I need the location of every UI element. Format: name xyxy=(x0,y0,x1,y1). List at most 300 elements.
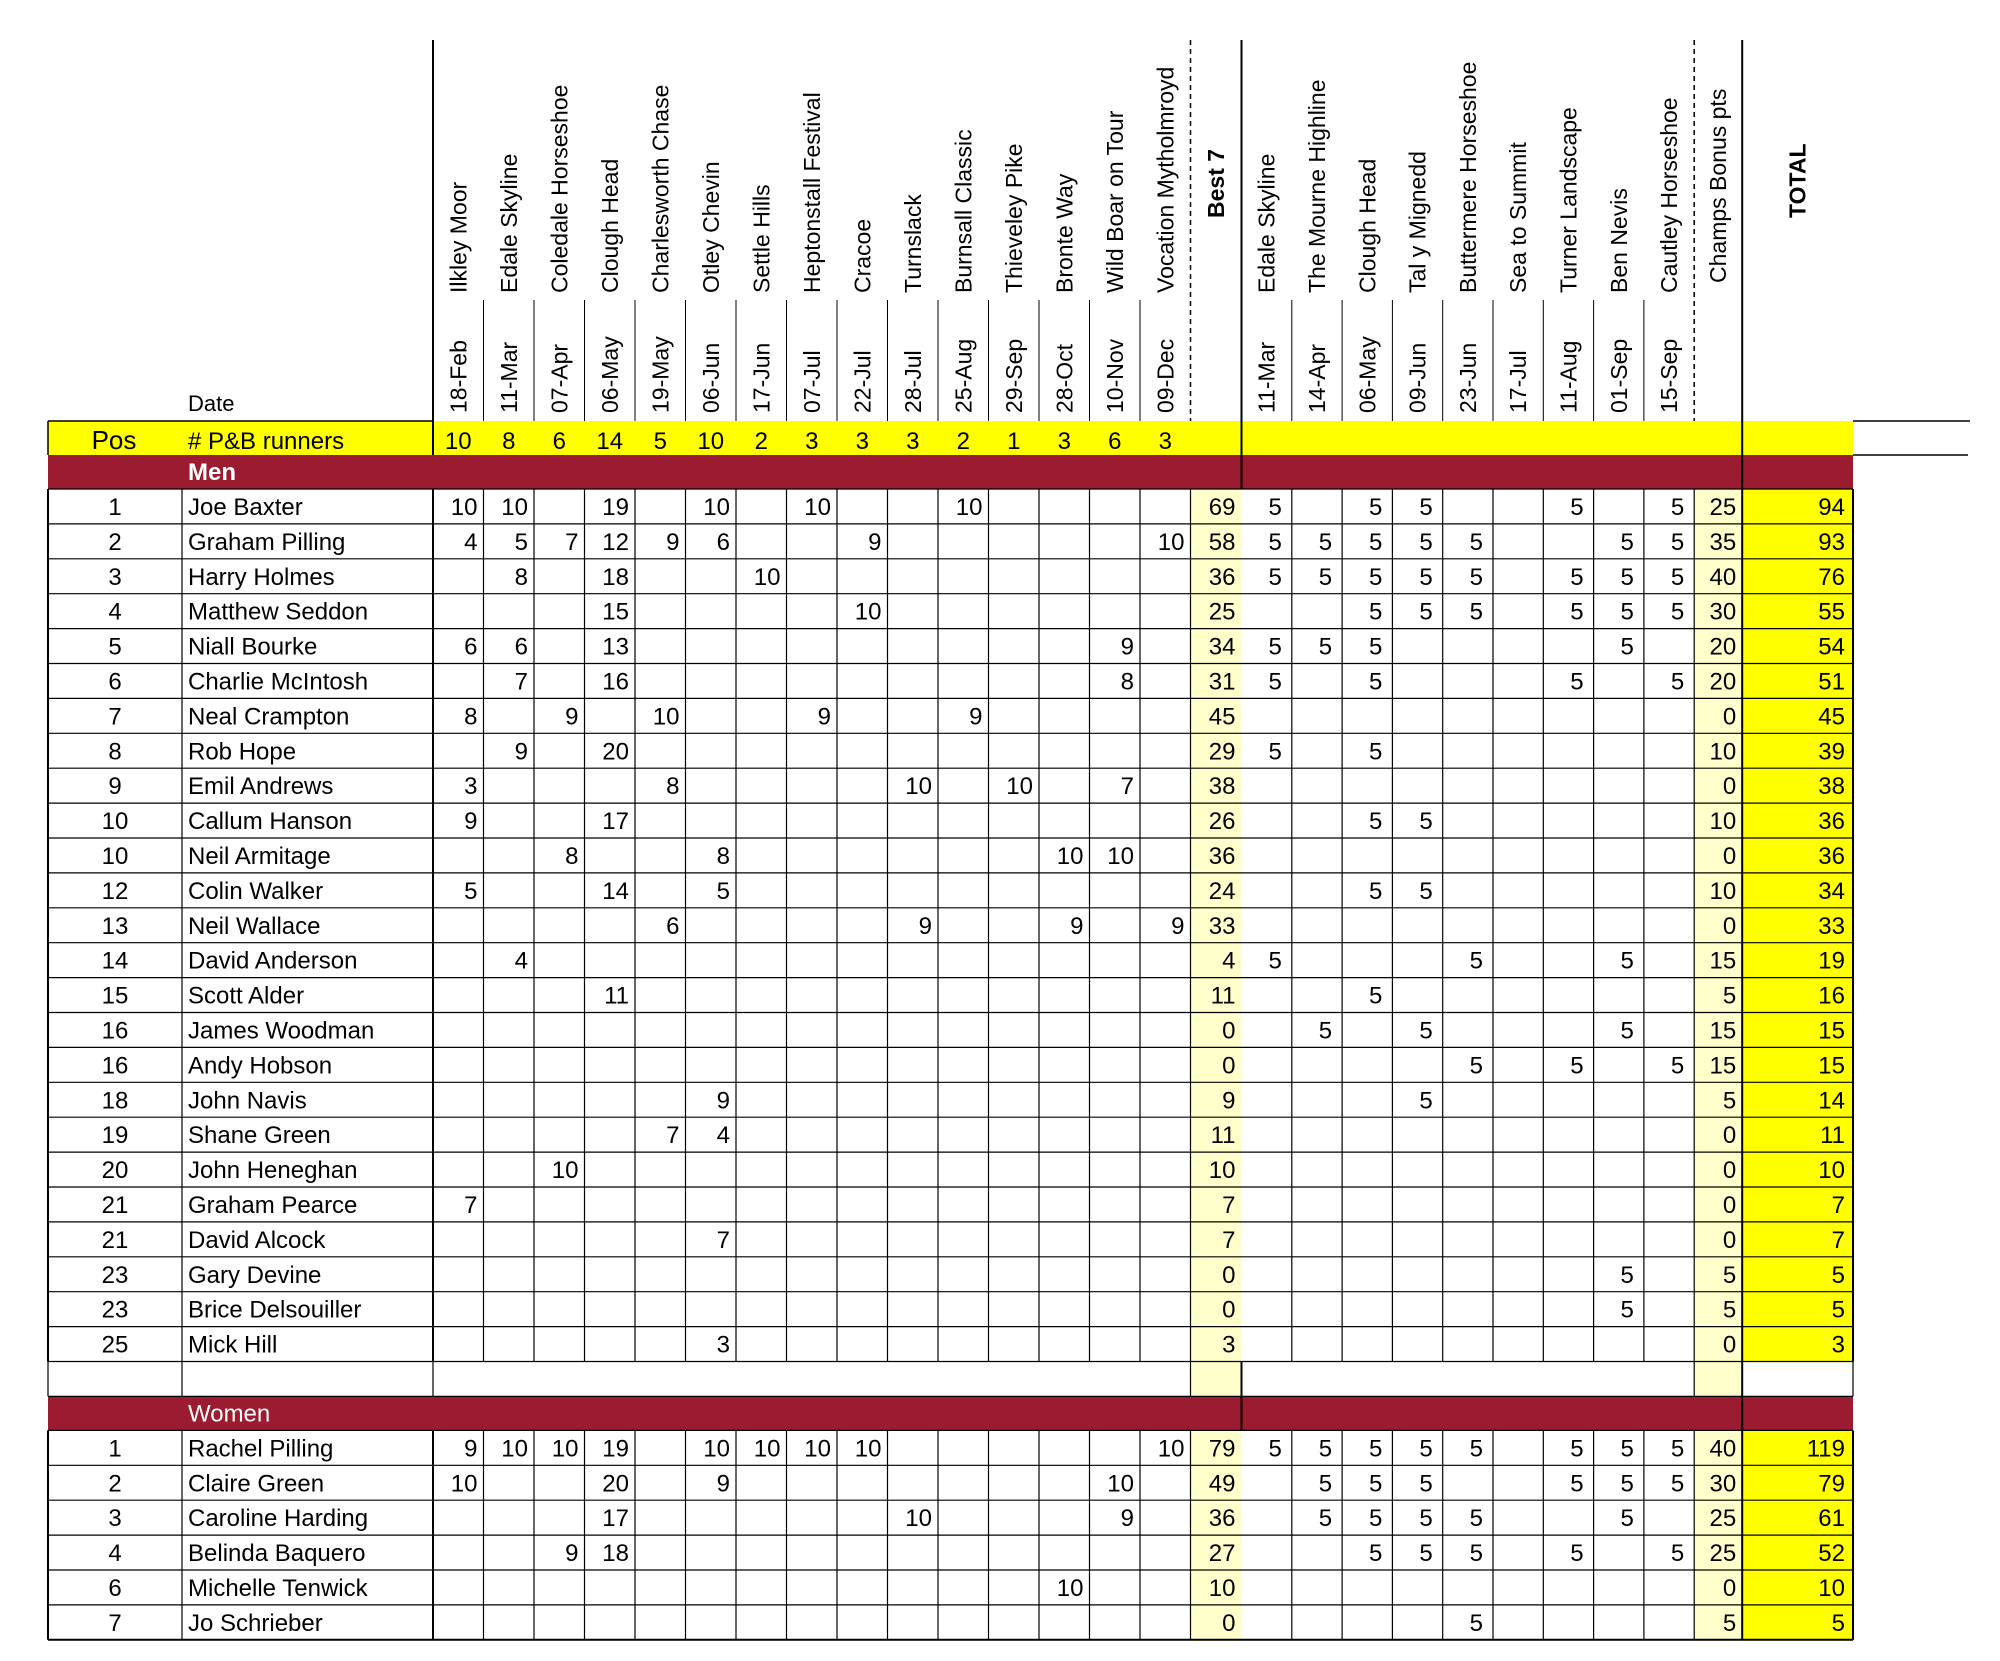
row-position: 21 xyxy=(101,1226,129,1254)
runner-name: David Alcock xyxy=(188,1226,326,1254)
champs-score: 5 xyxy=(1469,598,1483,626)
runner-name: Mick Hill xyxy=(188,1331,278,1359)
total-score: 52 xyxy=(1818,1540,1845,1568)
champs-score: 5 xyxy=(1268,633,1282,661)
best7-score: 7 xyxy=(1222,1226,1236,1254)
race-runner-count: 8 xyxy=(502,428,516,455)
race-score: 10 xyxy=(905,1505,932,1533)
total-score: 51 xyxy=(1818,668,1845,696)
bonus-score: 0 xyxy=(1722,1226,1737,1254)
race-date: 25-Aug xyxy=(950,338,977,413)
runner-name: Andy Hobson xyxy=(188,1052,333,1080)
race-score: 10 xyxy=(854,1435,882,1463)
race-score: 10 xyxy=(501,1435,528,1463)
race-date: 09-Dec xyxy=(1152,338,1179,413)
row-position: 1 xyxy=(108,494,122,521)
bonus-score: 15 xyxy=(1709,1052,1737,1080)
race-score: 9 xyxy=(565,1540,579,1568)
champs-score: 5 xyxy=(1369,1435,1383,1463)
race-score: 8 xyxy=(1120,668,1134,696)
race-score: 10 xyxy=(703,1435,730,1463)
champs-score: 5 xyxy=(1469,947,1483,975)
runner-name: Charlie McIntosh xyxy=(188,668,369,696)
champs-score: 5 xyxy=(1620,1505,1634,1533)
champs-score: 5 xyxy=(1670,1540,1685,1568)
row-position: 14 xyxy=(101,947,129,975)
runner-name: Colin Walker xyxy=(188,877,324,905)
race-score: 5 xyxy=(464,877,478,905)
race-date: 28-Oct xyxy=(1051,343,1078,413)
date-label: Date xyxy=(188,391,235,416)
total-header: TOTAL xyxy=(1784,143,1811,218)
champs-score: 5 xyxy=(1369,1505,1383,1533)
bonus-score: 40 xyxy=(1709,563,1737,591)
row-position: 5 xyxy=(108,633,122,661)
champs-score: 5 xyxy=(1369,598,1383,626)
race-name: Clough Head xyxy=(596,158,623,293)
champs-score: 5 xyxy=(1318,1017,1333,1045)
bonus-score: 5 xyxy=(1722,1261,1737,1289)
champs-score: 5 xyxy=(1369,1470,1383,1498)
race-score: 9 xyxy=(868,528,882,556)
race-score: 19 xyxy=(602,1435,629,1463)
total-score: 11 xyxy=(1820,1122,1845,1150)
bonus-score: 35 xyxy=(1709,528,1737,556)
race-score: 11 xyxy=(604,982,629,1010)
runner-name: Neil Armitage xyxy=(188,843,331,870)
champs-score: 5 xyxy=(1268,528,1282,556)
total-score: 34 xyxy=(1818,877,1845,905)
race-score: 4 xyxy=(716,1122,730,1150)
row-position: 3 xyxy=(108,563,122,591)
best7-score: 34 xyxy=(1208,633,1236,661)
champs-score: 5 xyxy=(1469,528,1483,556)
row-position: 15 xyxy=(101,982,129,1010)
bonus-score: 40 xyxy=(1709,1435,1737,1463)
runner-name: Michelle Tenwick xyxy=(188,1575,368,1602)
runner-name: Rachel Pilling xyxy=(188,1435,334,1463)
champs-score: 5 xyxy=(1570,1540,1584,1568)
race-runner-count: 3 xyxy=(1057,428,1071,455)
row-position: 19 xyxy=(101,1122,129,1150)
race-score: 7 xyxy=(666,1122,680,1150)
runners-header: # P&B runners xyxy=(188,428,345,455)
race-date: 11-Mar xyxy=(495,341,522,413)
bonus-score: 10 xyxy=(1709,738,1737,766)
champs-score: 5 xyxy=(1419,1087,1433,1115)
bonus-score: 10 xyxy=(1709,808,1737,836)
runner-name: Shane Green xyxy=(188,1122,331,1150)
race-name: Settle Hills xyxy=(748,184,775,293)
champs-score: 5 xyxy=(1318,563,1333,591)
race-date: 17-Jun xyxy=(748,342,775,413)
runner-name: Joe Baxter xyxy=(188,494,303,521)
row-position: 23 xyxy=(101,1296,129,1324)
champs-score: 5 xyxy=(1419,1505,1433,1533)
champs-score: 5 xyxy=(1570,1052,1584,1080)
runner-name: Harry Holmes xyxy=(188,563,335,591)
champs-race-date: 11-Mar xyxy=(1253,341,1280,413)
total-score: 33 xyxy=(1818,912,1845,940)
section-title: Men xyxy=(188,459,236,486)
champs-score: 5 xyxy=(1570,494,1584,521)
race-date: 10-Nov xyxy=(1101,338,1128,413)
champs-score: 5 xyxy=(1369,528,1383,556)
runner-name: Caroline Harding xyxy=(188,1505,369,1533)
row-position: 2 xyxy=(108,1470,122,1498)
row-position: 18 xyxy=(101,1087,129,1115)
race-date: 06-Jun xyxy=(697,342,724,413)
race-score: 10 xyxy=(804,1435,831,1463)
champs-score: 5 xyxy=(1469,1435,1483,1463)
race-runner-count: 6 xyxy=(1108,428,1122,455)
race-score: 8 xyxy=(565,843,579,870)
total-score: 15 xyxy=(1818,1017,1845,1045)
race-score: 9 xyxy=(514,738,528,766)
best7-score: 36 xyxy=(1208,1505,1236,1533)
row-position: 21 xyxy=(101,1192,129,1219)
race-score: 9 xyxy=(464,808,478,836)
champs-score: 5 xyxy=(1570,598,1584,626)
runner-name: Brice Delsouiller xyxy=(188,1296,362,1324)
champs-score: 5 xyxy=(1268,494,1282,521)
row-position: 4 xyxy=(108,1540,122,1568)
champs-score: 5 xyxy=(1419,1435,1433,1463)
race-score: 5 xyxy=(716,877,730,905)
runner-name: Graham Pearce xyxy=(188,1192,358,1219)
bonus-score: 5 xyxy=(1722,1087,1737,1115)
runner-name: Niall Bourke xyxy=(188,633,318,661)
race-score: 10 xyxy=(1107,1470,1134,1498)
champs-score: 5 xyxy=(1670,668,1685,696)
total-score: 5 xyxy=(1831,1296,1845,1324)
race-name: Thieveley Pike xyxy=(1000,143,1027,293)
race-score: 18 xyxy=(602,1540,629,1568)
champs-score: 5 xyxy=(1268,668,1282,696)
best7-score: 79 xyxy=(1208,1435,1236,1463)
race-runner-count: 14 xyxy=(596,428,624,455)
race-score: 6 xyxy=(514,633,528,661)
runner-name: Callum Hanson xyxy=(188,808,353,836)
race-score: 6 xyxy=(666,912,680,940)
total-score: 39 xyxy=(1818,738,1845,766)
champs-score: 5 xyxy=(1369,982,1383,1010)
best7-score: 31 xyxy=(1208,668,1236,696)
bonus-header: Champs Bonus pts xyxy=(1705,88,1732,283)
total-score: 45 xyxy=(1818,703,1845,731)
champs-score: 5 xyxy=(1570,1435,1584,1463)
race-score: 7 xyxy=(565,528,579,556)
champs-race-name: Edale Skyline xyxy=(1253,153,1280,293)
bonus-score: 0 xyxy=(1722,703,1737,731)
champs-score: 5 xyxy=(1369,668,1383,696)
bonus-score: 5 xyxy=(1722,1609,1737,1637)
row-position: 20 xyxy=(101,1157,129,1185)
race-score: 9 xyxy=(565,703,579,731)
race-score: 16 xyxy=(602,668,629,696)
section-band-men xyxy=(48,455,1853,489)
race-runner-count: 2 xyxy=(956,428,970,455)
race-score: 17 xyxy=(602,808,629,836)
best7-score: 7 xyxy=(1222,1192,1236,1219)
race-score: 20 xyxy=(602,1470,629,1498)
race-name: Burnsall Classic xyxy=(950,129,977,293)
row-position: 6 xyxy=(108,668,122,696)
row-position: 16 xyxy=(101,1017,129,1045)
champs-score: 5 xyxy=(1268,563,1282,591)
race-date: 07-Jul xyxy=(798,350,825,413)
race-score: 9 xyxy=(666,528,680,556)
race-date: 29-Sep xyxy=(1000,338,1027,413)
champs-score: 5 xyxy=(1620,563,1634,591)
champs-score: 5 xyxy=(1620,528,1634,556)
total-score: 54 xyxy=(1818,633,1845,661)
race-score: 9 xyxy=(464,1435,478,1463)
race-score: 10 xyxy=(450,494,478,521)
race-score: 10 xyxy=(450,1470,478,1498)
champs-score: 5 xyxy=(1469,1505,1483,1533)
champs-score: 5 xyxy=(1670,1470,1685,1498)
champs-score: 5 xyxy=(1419,494,1433,521)
champs-score: 5 xyxy=(1469,1609,1483,1637)
race-score: 10 xyxy=(1107,843,1134,870)
race-score: 10 xyxy=(1006,773,1033,801)
total-score: 61 xyxy=(1818,1505,1845,1533)
champs-race-date: 01-Sep xyxy=(1605,338,1632,413)
section-band-women xyxy=(48,1396,1853,1430)
row-position: 1 xyxy=(108,1435,122,1463)
race-runner-count: 10 xyxy=(697,428,725,455)
champs-score: 5 xyxy=(1318,1505,1333,1533)
total-score: 16 xyxy=(1818,982,1845,1010)
champs-race-date: 09-Jun xyxy=(1404,342,1431,413)
race-score: 8 xyxy=(464,703,478,731)
best7-score: 36 xyxy=(1208,843,1236,870)
race-score: 8 xyxy=(666,773,680,801)
champs-score: 5 xyxy=(1369,738,1383,766)
champs-score: 5 xyxy=(1620,947,1634,975)
champs-score: 5 xyxy=(1268,947,1282,975)
bonus-score: 10 xyxy=(1709,877,1737,905)
total-score: 15 xyxy=(1818,1052,1845,1080)
champs-score: 5 xyxy=(1369,877,1383,905)
best7-score: 0 xyxy=(1222,1017,1236,1045)
race-runner-count: 3 xyxy=(1158,428,1172,455)
race-score: 3 xyxy=(716,1331,730,1359)
champs-score: 5 xyxy=(1318,528,1333,556)
race-runner-count: 3 xyxy=(855,428,869,455)
champs-score: 5 xyxy=(1670,563,1685,591)
race-date: 06-May xyxy=(596,336,623,413)
race-score: 10 xyxy=(854,598,882,626)
champs-score: 5 xyxy=(1318,1435,1333,1463)
runner-name: Claire Green xyxy=(188,1470,325,1498)
champs-race-name: Sea to Summit xyxy=(1505,142,1532,293)
champs-score: 5 xyxy=(1670,494,1685,521)
race-score: 12 xyxy=(602,528,629,556)
race-score: 5 xyxy=(514,528,528,556)
champs-score: 5 xyxy=(1670,1435,1685,1463)
champs-score: 5 xyxy=(1469,1540,1483,1568)
race-date: 18-Feb xyxy=(445,340,472,413)
best7-score: 36 xyxy=(1208,563,1236,591)
race-name: Charlesworth Chase xyxy=(647,84,674,293)
race-score: 10 xyxy=(1157,528,1185,556)
bonus-score: 0 xyxy=(1722,1575,1737,1602)
row-position: 10 xyxy=(101,808,129,836)
bonus-score: 0 xyxy=(1722,912,1737,940)
race-runner-count: 2 xyxy=(754,428,768,455)
total-score: 38 xyxy=(1818,773,1845,801)
champs-score: 5 xyxy=(1570,563,1584,591)
champs-score: 5 xyxy=(1670,598,1685,626)
champs-score: 5 xyxy=(1369,633,1383,661)
best7-score: 49 xyxy=(1208,1470,1236,1498)
champs-score: 5 xyxy=(1369,494,1383,521)
champs-score: 5 xyxy=(1670,1052,1685,1080)
bonus-score: 20 xyxy=(1709,633,1737,661)
race-runner-count: 1 xyxy=(1007,428,1021,455)
bonus-score: 5 xyxy=(1722,1296,1737,1324)
row-position: 10 xyxy=(101,843,129,870)
race-score: 9 xyxy=(1120,1505,1134,1533)
race-score: 9 xyxy=(716,1470,730,1498)
champs-score: 5 xyxy=(1369,563,1383,591)
runner-name: Graham Pilling xyxy=(188,528,346,556)
best7-score: 11 xyxy=(1210,982,1236,1010)
champs-score: 5 xyxy=(1419,563,1433,591)
race-name: Vocation Mytholmroyd xyxy=(1152,66,1179,293)
best7-score: 25 xyxy=(1208,598,1236,626)
race-score: 10 xyxy=(753,1435,781,1463)
race-score: 6 xyxy=(716,528,730,556)
runner-name: Jo Schrieber xyxy=(188,1609,323,1637)
bonus-score: 25 xyxy=(1709,494,1737,521)
race-score: 10 xyxy=(753,563,781,591)
total-score: 76 xyxy=(1818,563,1845,591)
bonus-score: 0 xyxy=(1722,773,1737,801)
champs-race-date: 17-Jul xyxy=(1505,350,1532,413)
row-position: 13 xyxy=(101,912,129,940)
best7-score: 24 xyxy=(1208,877,1236,905)
race-score: 20 xyxy=(602,738,629,766)
runner-name: Belinda Baquero xyxy=(188,1540,366,1568)
best7-score: 26 xyxy=(1208,808,1236,836)
race-score: 9 xyxy=(1120,633,1134,661)
champs-score: 5 xyxy=(1620,598,1634,626)
best7-column-bg xyxy=(1191,1362,1242,1397)
best7-score: 10 xyxy=(1208,1157,1236,1185)
runner-name: Gary Devine xyxy=(188,1261,322,1289)
race-score: 9 xyxy=(1070,912,1084,940)
row-position: 8 xyxy=(108,738,122,766)
race-date: 22-Jul xyxy=(849,350,876,413)
total-score: 94 xyxy=(1818,494,1845,521)
section-title: Women xyxy=(188,1400,271,1428)
race-score: 7 xyxy=(514,668,528,696)
champs-score: 5 xyxy=(1268,738,1282,766)
total-score: 19 xyxy=(1818,947,1845,975)
row-position: 6 xyxy=(108,1575,122,1602)
race-score: 10 xyxy=(1056,1575,1084,1602)
best7-header: Best 7 xyxy=(1203,148,1229,218)
total-score: 119 xyxy=(1806,1435,1845,1463)
best7-score: 11 xyxy=(1210,1122,1236,1150)
best7-score: 33 xyxy=(1208,912,1236,940)
race-score: 13 xyxy=(602,633,629,661)
runner-name: John Navis xyxy=(188,1087,307,1115)
bonus-column-bg xyxy=(1694,1362,1742,1397)
race-score: 19 xyxy=(602,494,629,521)
champs-score: 5 xyxy=(1670,528,1685,556)
row-position: 23 xyxy=(101,1261,129,1289)
total-score: 10 xyxy=(1818,1575,1845,1602)
total-score: 79 xyxy=(1818,1470,1845,1498)
race-score: 7 xyxy=(1120,773,1134,801)
champs-race-name: Cautley Horseshoe xyxy=(1656,97,1683,293)
champs-score: 5 xyxy=(1419,1017,1433,1045)
champs-score: 5 xyxy=(1620,1017,1634,1045)
champs-score: 5 xyxy=(1620,1435,1634,1463)
champs-race-date: 23-Jun xyxy=(1454,342,1481,413)
bonus-score: 0 xyxy=(1722,843,1737,870)
total-score: 55 xyxy=(1818,598,1845,626)
race-score: 4 xyxy=(514,947,528,975)
race-name: Turnslack xyxy=(899,194,926,293)
race-score: 8 xyxy=(514,563,528,591)
champs-race-name: Ben Nevis xyxy=(1605,188,1632,293)
race-score: 9 xyxy=(918,912,932,940)
champs-race-date: 15-Sep xyxy=(1656,338,1683,413)
race-score: 15 xyxy=(602,598,629,626)
best7-score: 0 xyxy=(1222,1052,1236,1080)
row-position: 7 xyxy=(108,1609,122,1637)
bonus-score: 20 xyxy=(1709,668,1737,696)
best7-score: 0 xyxy=(1222,1609,1236,1637)
row-position: 12 xyxy=(101,877,129,905)
race-name: Bronte Way xyxy=(1051,173,1078,293)
total-score: 5 xyxy=(1831,1609,1845,1637)
best7-score: 27 xyxy=(1208,1540,1236,1568)
champs-race-name: Tal y Mignedd xyxy=(1404,151,1431,293)
champs-score: 5 xyxy=(1369,808,1383,836)
bonus-score: 0 xyxy=(1722,1157,1737,1185)
champs-race-date: 06-May xyxy=(1354,336,1381,413)
champs-race-name: Buttermere Horseshoe xyxy=(1454,61,1481,293)
runner-name: James Woodman xyxy=(188,1017,375,1045)
race-score: 10 xyxy=(703,494,730,521)
race-runner-count: 3 xyxy=(805,428,819,455)
bonus-score: 25 xyxy=(1709,1505,1737,1533)
race-runner-count: 10 xyxy=(444,428,472,455)
total-score: 5 xyxy=(1831,1261,1845,1289)
best7-score: 9 xyxy=(1222,1087,1236,1115)
race-score: 8 xyxy=(716,843,730,870)
race-score: 7 xyxy=(464,1192,478,1219)
row-position: 4 xyxy=(108,598,122,626)
champs-score: 5 xyxy=(1570,1470,1584,1498)
race-score: 9 xyxy=(969,703,983,731)
runner-name: Emil Andrews xyxy=(188,773,334,801)
race-name: Wild Boar on Tour xyxy=(1101,110,1128,293)
race-score: 9 xyxy=(716,1087,730,1115)
champs-score: 5 xyxy=(1620,1470,1634,1498)
race-score: 10 xyxy=(1056,843,1084,870)
race-score: 6 xyxy=(464,633,478,661)
total-score: 7 xyxy=(1831,1192,1845,1219)
champs-score: 5 xyxy=(1318,1470,1333,1498)
race-score: 10 xyxy=(652,703,680,731)
